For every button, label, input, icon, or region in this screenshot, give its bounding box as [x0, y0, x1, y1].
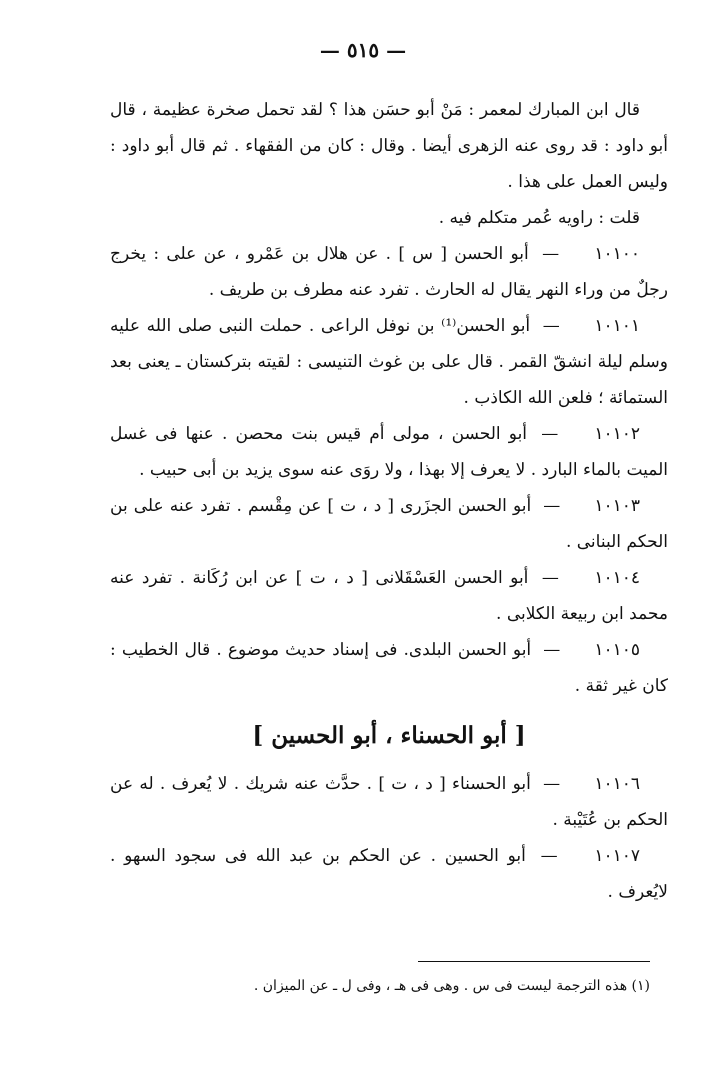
entry-text: أبو الحسن ، مولى أم قيس بنت محصن . عنها فى غسل الميت بالماء البارد . لا يعرف إلا بهذا ، ولا روَى عنه سوى يزيد بن أبى حبيب .	[110, 424, 668, 480]
entry-dash: —	[541, 424, 559, 444]
entry-text: أبو الحسن البلدى. فى إسناد حديث موضوع . قال الخطيب : كان غير ثقة .	[110, 640, 668, 696]
entry-10102	[110, 416, 668, 488]
entry-dash: —	[542, 316, 560, 336]
entry-text: أبو الحسن الجزَرى [ د ، ت ] عن مِقْسم . تفرد عنه على بن الحكم البنانى .	[110, 496, 668, 552]
entry-dash: —	[543, 774, 561, 794]
entry-text: أبو الحسناء [ د ، ت ] . حدَّث عنه شريك . لا يُعرف . له عن الحكم بن عُتَيْبة .	[110, 774, 668, 830]
entry-number: ١٠١٠٥	[594, 640, 641, 660]
entry-number: ١٠١٠٦	[594, 774, 640, 794]
entry-10107	[110, 838, 668, 910]
section-title: [ أبو الحسناء ، أبو الحسين ]	[252, 722, 526, 749]
entry-number: ١٠١٠١	[594, 316, 641, 336]
page-body	[110, 92, 668, 910]
entry-text: أبو الحسين . عن الحكم بن عبد الله فى سجود السهو . لايُعرف .	[110, 846, 668, 902]
entry-dash: —	[543, 496, 561, 516]
entry-10101	[110, 308, 668, 416]
entry-text: أبو الحسن⁽¹⁾ بن نوفل الراعى . حملت النبى صلى الله عليه وسلم ليلة انشقّ القمر . قال على بن غوث التنيسى : لقيته بتركستان ـ يعنى بعد الستمائة ؛ فلعن الله الكاذب .	[110, 316, 668, 408]
entry-dash: —	[543, 640, 561, 660]
entry-number: ١٠١٠٧	[594, 846, 640, 866]
entry-number: ١٠١٠٢	[594, 424, 640, 444]
page-number: — ٥١٥ —	[319, 38, 407, 62]
entry-10104	[110, 560, 668, 632]
entry-dash: —	[540, 846, 558, 866]
entry-dash: —	[542, 244, 560, 264]
footnote: (١) هذه الترجمة ليست فى س . وهى فى هـ ، وفى ل ـ عن الميزان .	[253, 978, 650, 994]
entry-10105	[110, 632, 668, 704]
entry-text: أبو الحسن العَسْقَلانى [ د ، ت ] عن ابن رُكَانة . تفرد عنه محمد ابن ربيعة الكلابى .	[110, 568, 668, 624]
intro-paragraph: قال ابن المبارك لمعمر : مَنْ أبو حسَن هذا ؟ لقد تحمل صخرة عظيمة ، قال أبو داود : قد روى عنه الزهرى أيضا . وقال : كان من الفقهاء . ثم قال أبو داود : وليس العمل على هذا .	[110, 100, 668, 192]
entry-text: أبو الحسن [ س ] . عن هلال بن عَمْرو ، عن على : يخرج رجلٌ من وراء النهر يقال له الحارث . تفرد عنه مطرف بن طريف .	[110, 244, 668, 300]
entry-number: ١٠١٠٠	[594, 244, 641, 264]
entry-number: ١٠١٠٤	[594, 568, 640, 588]
entry-number: ١٠١٠٣	[594, 496, 641, 516]
footnote-separator	[418, 961, 650, 962]
entry-10103	[110, 488, 668, 560]
entry-dash: —	[541, 568, 559, 588]
entry-10100	[110, 236, 668, 308]
entry-10106	[110, 766, 668, 838]
intro-note: قلت : راويه عُمر متكلم فيه .	[438, 208, 640, 228]
